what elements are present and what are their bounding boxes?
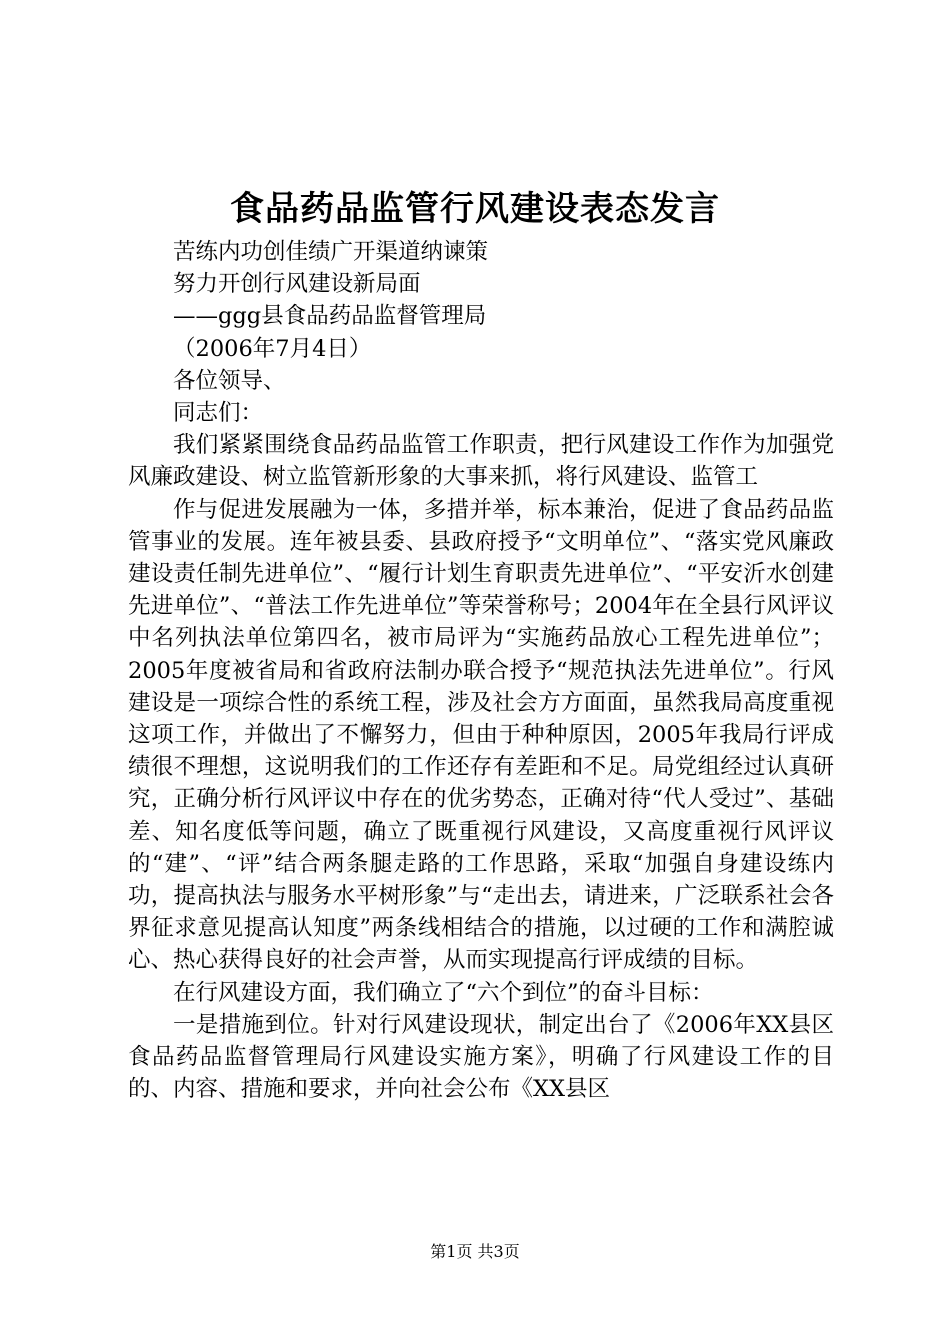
body-paragraph: 一是措施到位。针对行风建设现状，制定出台了《2006年XX县区食品药品监督管理局行风建设实施方案》，明确了行风建设工作的目的、内容、措施和要求，并向社会公布《XX县区: [128, 1011, 834, 1103]
page-footer: 第1页 共3页: [430, 1242, 520, 1261]
body-paragraph: 作与促进发展融为一体，多措并举，标本兼治，促进了食品药品监管事业的发展。连年被县委、县政府授予“文明单位”、“落实党风廉政建设责任制先进单位”、“履行计划生育职责先进单位”、“平安沂水创建先进单位”、“普法工作先进单位”等荣誉称号；2004年在全县行风评议中名列执法单位第四名，被市局评为“实施药品放心工程先进单位”；2005年度被省局和省政府法制办联合授予“规范执法先进单位”。行风建设是一项综合性的系统工程，涉及社会方方面面，虽然我局高度重视这项工作，并做出了不懈努力，但由于种种原因，2005年我局行评成绩很不理想，这说明我们的工作还存有差距和不足。局党组经过认真研究，正确分析行风评议中存在的优劣势态，正确对待“代人受过”、基础差、知名度低等问题，确立了既重视行风建设，又高度重视行风评议的“建”、“评”结合两条腿走路的工作思路，采取“加强自身建设练内功，提高执法与服务水平树形象”与“走出去，请进来，广泛联系社会各界征求意见提高认知度”两条线相结合的措施，以过硬的工作和满腔诚心、热心获得良好的社会声誉，从而实现提高行评成绩的目标。: [128, 496, 834, 974]
body-paragraph: 在行风建设方面，我们确立了“六个到位”的奋斗目标：: [173, 979, 714, 1006]
date-line: （2006年7月4日）: [173, 335, 372, 362]
subtitle-line: 苦练内功创佳绩广开渠道纳谏策: [173, 239, 489, 265]
subtitle-line: 努力开创行风建设新局面: [173, 271, 421, 298]
salutation-line: 各位领导、: [173, 367, 286, 394]
salutation-line: 同志们：: [173, 400, 264, 427]
document-body: [128, 236, 834, 1105]
author-line: ——ggg县食品药品监督管理局: [173, 303, 487, 330]
document-title: 食品药品监管行风建设表态发言: [230, 189, 720, 229]
body-paragraph: 我们紧紧围绕食品药品监管工作职责，把行风建设工作作为加强党风廉政建设、树立监管新形象的大事来抓，将行风建设、监管工: [128, 432, 834, 491]
